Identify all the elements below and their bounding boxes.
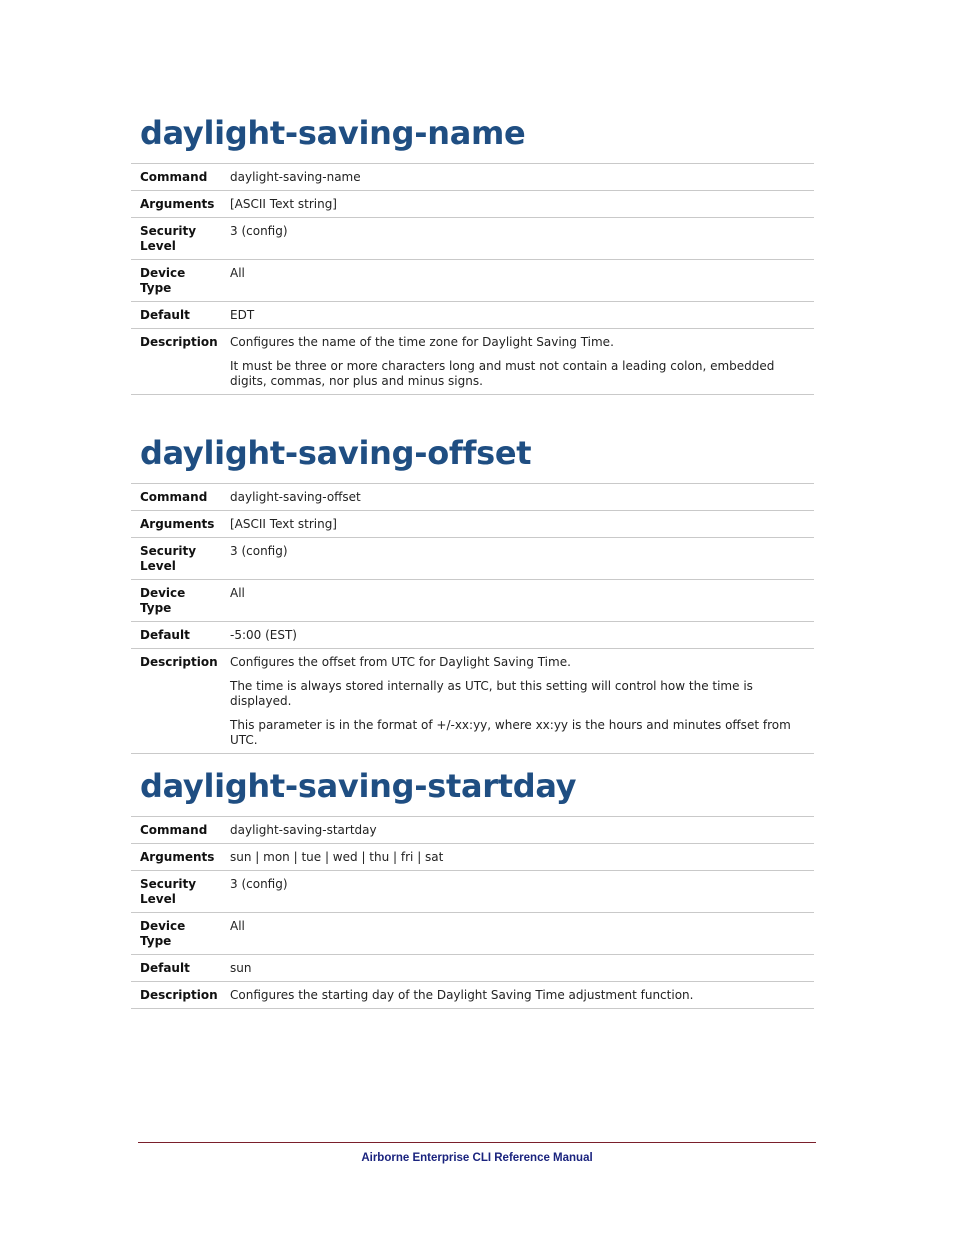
row-label: Command (131, 817, 223, 844)
table-row-security-level (131, 218, 814, 260)
section-daylight-saving-name (131, 109, 814, 395)
command-table (131, 163, 814, 395)
row-value: -5:00 (EST) (223, 622, 814, 649)
row-value: daylight-saving-name (223, 164, 814, 191)
table-row-arguments (131, 511, 814, 538)
row-label: Default (131, 622, 223, 649)
row-value: All (223, 913, 814, 955)
row-value: sun (223, 955, 814, 982)
table-row-default (131, 955, 814, 982)
table-row-arguments (131, 191, 814, 218)
row-value: EDT (223, 302, 814, 329)
section-daylight-saving-startday (131, 762, 814, 1009)
row-value (223, 329, 814, 395)
table-row-description (131, 329, 814, 395)
description-paragraph: It must be three or more characters long and must not contain a leading colon, embedded digits, commas, nor plus and minus signs. (230, 359, 775, 388)
row-value: [ASCII Text string] (223, 511, 814, 538)
footer-divider (138, 1142, 816, 1143)
description-paragraph: Configures the starting day of the Daylight Saving Time adjustment function. (230, 988, 694, 1002)
section-title: daylight-saving-offset (140, 434, 532, 472)
table-row-command (131, 817, 814, 844)
table-row-command (131, 484, 814, 511)
row-label: Arguments (131, 844, 223, 871)
row-value: sun | mon | tue | wed | thu | fri | sat (223, 844, 814, 871)
table-row-default (131, 302, 814, 329)
row-value: daylight-saving-startday (223, 817, 814, 844)
row-value: 3 (config) (223, 538, 814, 580)
table-row-security-level (131, 538, 814, 580)
table-row-description (131, 982, 814, 1009)
row-value: [ASCII Text string] (223, 191, 814, 218)
description-paragraph: The time is always stored internally as UTC, but this setting will control how the time is displayed. (230, 679, 753, 708)
row-value: 3 (config) (223, 218, 814, 260)
table-row-default (131, 622, 814, 649)
section-title: daylight-saving-startday (140, 767, 577, 805)
row-label: Description (131, 329, 223, 395)
section-title: daylight-saving-name (140, 114, 526, 152)
row-label: Default (131, 955, 223, 982)
description-paragraph: This parameter is in the format of +/-xx:yy, where xx:yy is the hours and minutes offset from UTC. (230, 718, 791, 747)
table-row-command (131, 164, 814, 191)
row-label: Security Level (131, 538, 223, 580)
table-row-arguments (131, 844, 814, 871)
row-label: Security Level (131, 218, 223, 260)
row-label: Default (131, 302, 223, 329)
row-value: 3 (config) (223, 871, 814, 913)
row-label: Command (131, 484, 223, 511)
row-label: Arguments (131, 511, 223, 538)
row-value (223, 649, 814, 754)
command-table (131, 483, 814, 754)
row-value: All (223, 260, 814, 302)
row-label: Description (131, 982, 223, 1009)
row-label: Security Level (131, 871, 223, 913)
section-daylight-saving-offset (131, 429, 814, 754)
row-value (223, 982, 814, 1009)
row-label: Device Type (131, 580, 223, 622)
command-table (131, 816, 814, 1009)
row-label: Description (131, 649, 223, 754)
table-row-description (131, 649, 814, 754)
row-label: Device Type (131, 913, 223, 955)
row-value: All (223, 580, 814, 622)
table-row-device-type (131, 580, 814, 622)
row-label: Arguments (131, 191, 223, 218)
table-row-device-type (131, 913, 814, 955)
row-label: Command (131, 164, 223, 191)
table-row-security-level (131, 871, 814, 913)
description-paragraph: Configures the offset from UTC for Daylight Saving Time. (230, 655, 571, 669)
row-value: daylight-saving-offset (223, 484, 814, 511)
footer-title: Airborne Enterprise CLI Reference Manual (361, 1152, 593, 1164)
row-label: Device Type (131, 260, 223, 302)
table-row-device-type (131, 260, 814, 302)
description-paragraph: Configures the name of the time zone for Daylight Saving Time. (230, 335, 614, 349)
